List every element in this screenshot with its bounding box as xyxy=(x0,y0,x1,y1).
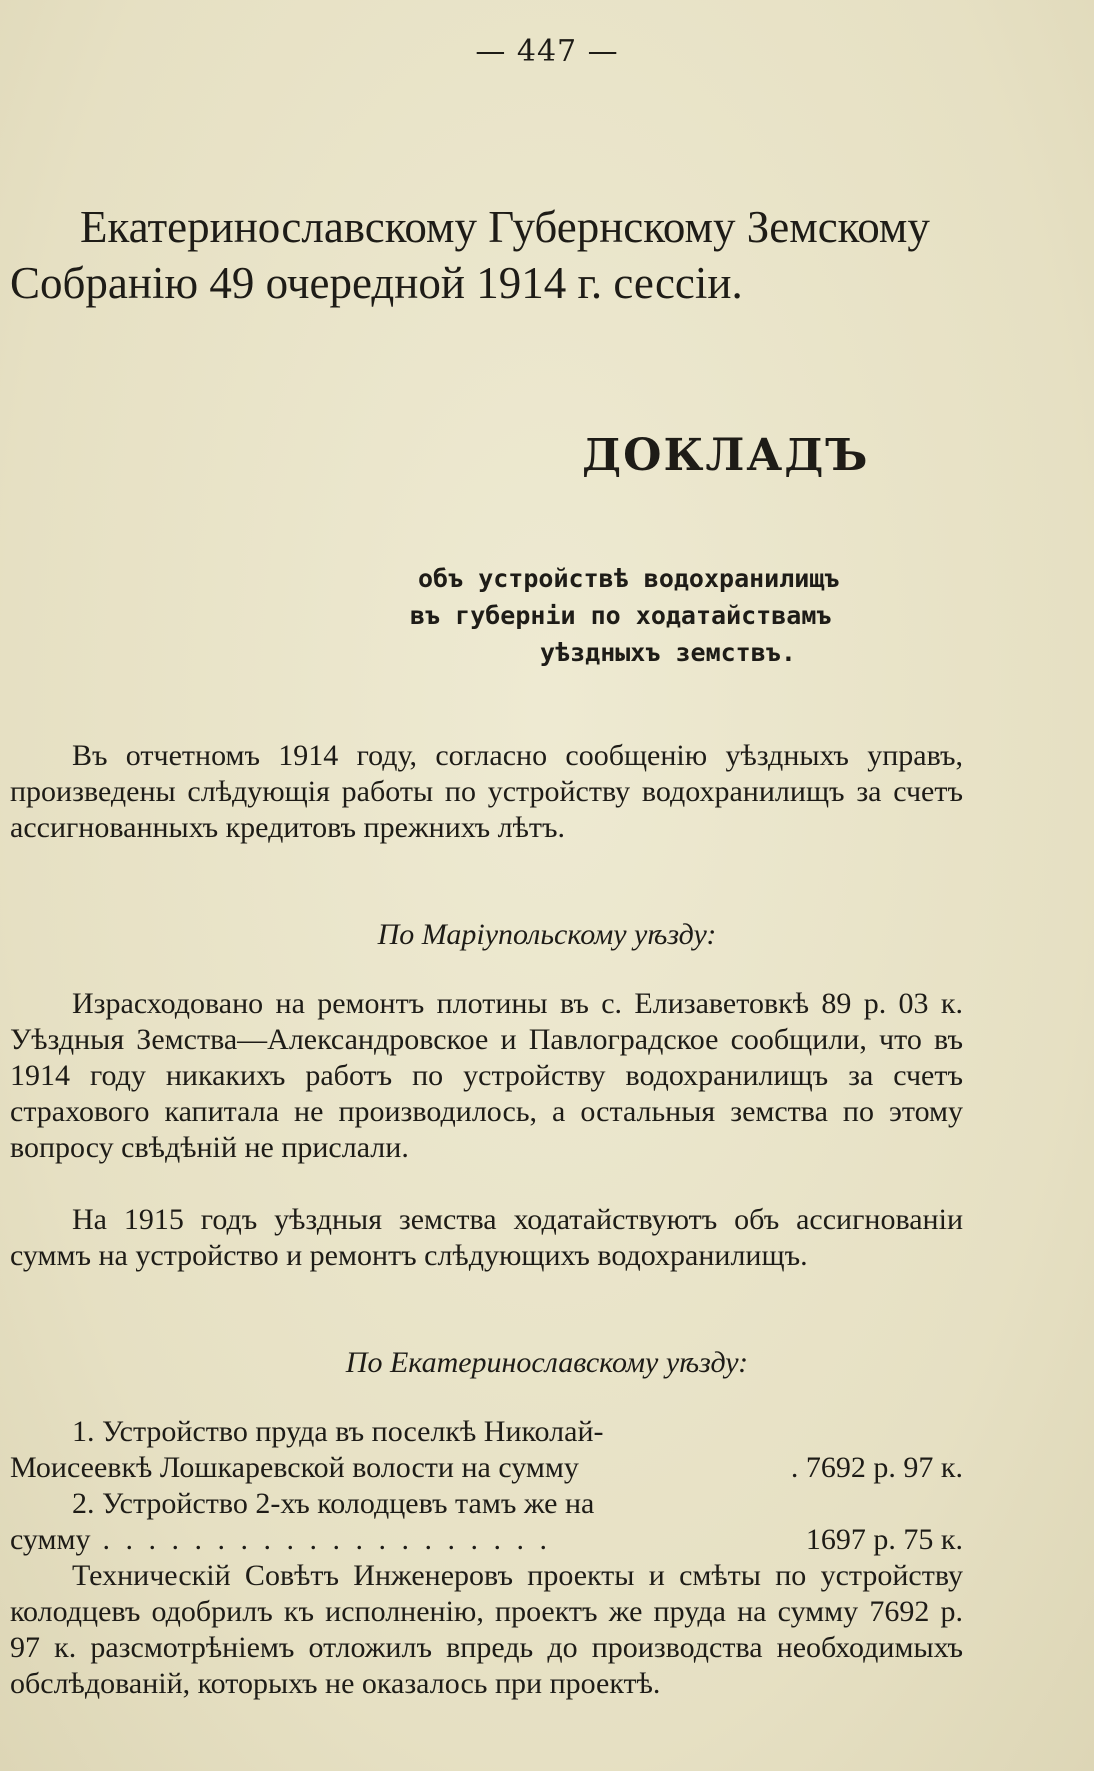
section-heading-ekaterinoslav: По Екатеринославскому уѣзду: xyxy=(345,1346,749,1379)
item-2-line-1: 2. Устройство 2-хъ колодцевъ тамъ же на xyxy=(72,1487,595,1520)
ekaterinoslav-paragraph: Техническій Совѣтъ Инженеровъ проекты и смѣты по устройству колодцевъ одобрилъ къ исполненію, проектъ же пруда на сумму 7692 р. 97 к. разсмотрѣніемъ отложилъ впредь до производства необходимыхъ обслѣдованій, которыхъ не оказалось при проектѣ. xyxy=(10,1559,963,1700)
item-2-amount: 1697 р. 75 к. xyxy=(805,1523,963,1556)
mariupol-paragraph-2: На 1915 годъ уѣздныя земства ходатайствуютъ объ ассигнованіи суммъ на устройство и ремонтъ слѣдующихъ водохранилищъ. xyxy=(10,1203,963,1272)
list-item-1 xyxy=(10,1414,963,1486)
subtitle-line-2: въ губерніи по ходатайствамъ xyxy=(410,601,832,630)
item-1-amount: . 7692 р. 97 к. xyxy=(790,1451,963,1484)
subtitle-line-1: объ устройствѣ водохранилищъ xyxy=(418,564,840,593)
item-1-line-1: 1. Устройство пруда въ поселкѣ Николай- xyxy=(72,1415,604,1448)
mariupol-paragraph-1: Израсходовано на ремонтъ плотины въ с. Елизаветовкѣ 89 р. 03 к. Уѣздныя Земства—Александровское и Павлоградское сообщили, что въ 1914 году никакихъ работъ по устройству водохранилищъ за счетъ страхового капитала не производилось, а остальныя земства по этому вопросу свѣдѣній не прислали. xyxy=(10,987,963,1164)
list-item-2 xyxy=(10,1486,963,1558)
item-2-line-2: сумму xyxy=(10,1523,91,1556)
intro-paragraph: Въ отчетномъ 1914 году, согласно сообщенію уѣздныхъ управъ, произведены слѣдующія работы по устройству водохранилищъ за счетъ ассигнованныхъ кредитовъ прежнихъ лѣтъ. xyxy=(10,739,963,844)
page-number: — 447 — xyxy=(475,34,619,69)
section-heading-mariupol: По Маріупольскому уѣзду: xyxy=(377,918,717,951)
document-subtitle xyxy=(400,560,970,671)
item-2-leader-dots: . . . . . . . . . . . . . . . . . . . . xyxy=(102,1523,551,1556)
address-line-2: Собранію 49 очередной 1914 г. сессіи. xyxy=(10,257,743,308)
subtitle-line-3: уѣздныхъ земствъ. xyxy=(540,638,796,667)
document-title: ДОКЛАДЪ xyxy=(582,430,870,481)
item-1-line-2: Моисеевкѣ Лошкаревской волости на сумму xyxy=(10,1451,579,1484)
address-heading xyxy=(10,200,970,312)
address-line-1: Екатеринославскому Губернскому Земскому xyxy=(80,202,930,252)
